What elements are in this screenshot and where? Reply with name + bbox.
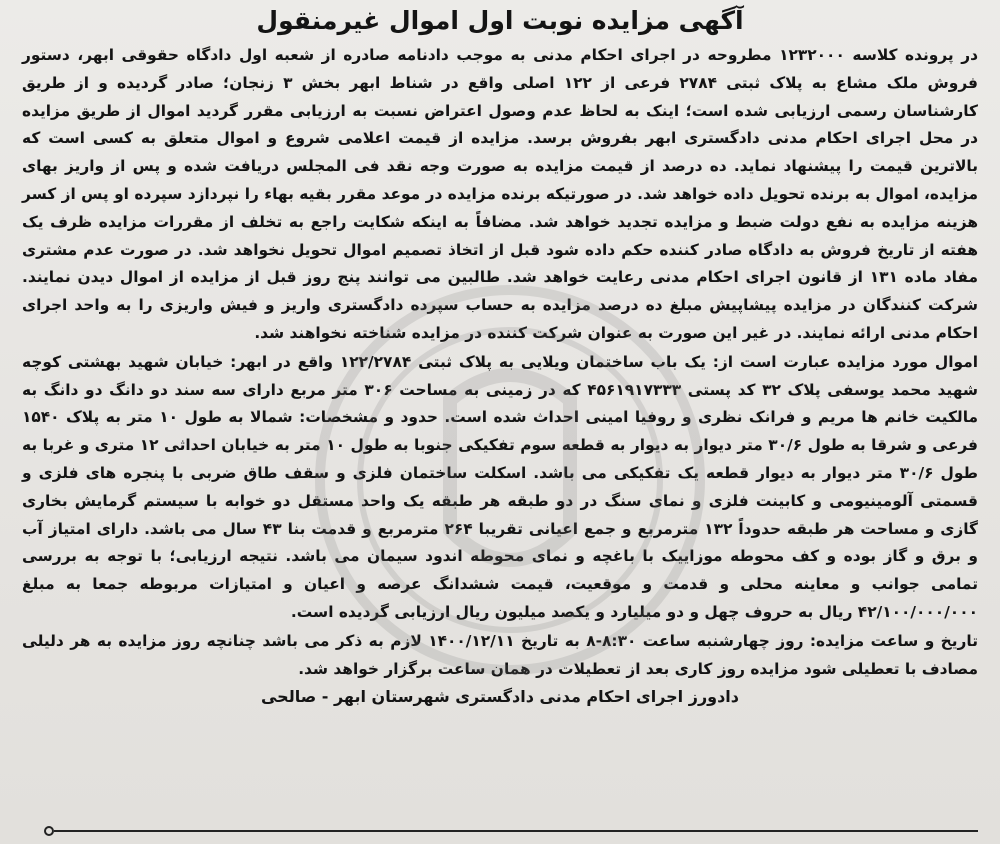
divider-end-ornament xyxy=(44,826,54,836)
property-description-heading: اموال مورد مزایده xyxy=(837,352,978,371)
auction-date-text: روز چهارشنبه ساعت ۸:۳۰-۸ به تاریخ ۱۴۰۰/۱۲/۱۱ لازم به ذکر می باشد چنانچه روز مزایده به هر دلیلی مصادف با تعطیلی شود مزایده روز کاری بعد از تعطیلات در همان ساعت برگزار خواهد شد. xyxy=(22,631,978,678)
auction-date-heading: تاریخ و ساعت مزایده: xyxy=(809,631,978,650)
notice-title: آگهی مزایده نوبت اول اموال غیرمنقول xyxy=(256,6,744,35)
bottom-divider xyxy=(54,830,978,832)
auction-date-paragraph xyxy=(22,628,978,684)
notice-intro-paragraph: در پرونده کلاسه ۱۲۳۲۰۰۰ مطروحه در اجرای احکام مدنی به موجب دادنامه صادره از شعبه اول دادگاه حقوقی ابهر، دستور فروش ملک مشاع به پلاک ثبتی ۲۷۸۴ فرعی از ۱۲۲ اصلی واقع در شناط ابهر بخش ۳ زنجان؛ صادر گردیده و از طریق کارشناسان رسمی ارزیابی شده است؛ اینک به لحاظ عدم وصول اعتراض نسبت به ارزیابی مقرر گردید اموال از طریق مزایده در محل اجرای احکام مدنی دادگستری ابهر بفروش برسد. مزایده از قیمت اعلامی شروع و اموال متعلق به کسی است که بالاترین قیمت را پیشنهاد نماید. ده درصد از قیمت مزایده به صورت وجه نقد فی المجلس دریافت شده و پس از واریز بهای مزایده، اموال به برنده تحویل داده خواهد شد. در صورتیکه برنده مزایده در موعد مقرر بقیه بهاء را نپردازد سپرده او پس از کسر هزینه مزایده به نفع دولت ضبط و مزایده تجدید خواهد شد. مضافاً به اینکه شکایت راجع به تخلف از مقررات مزایده ظرف یک هفته از تاریخ فروش به دادگاه صادر کننده حکم داده شود قبل از اتخاذ تصمیم اموال تحویل نخواهد شد. در صورت عدم مشتری مفاد ماده ۱۳۱ از قانون اجرای احکام مدنی رعایت خواهد شد. طالبین می توانند پنج روز قبل از مزایده از اموال دیدن نمایند. شرکت کنندگان در مزایده پیشاپیش مبلغ ده درصد مزایده به حساب سپرده دادگستری واریز و فیش واریزی را به واحد اجرای احکام مدنی ارائه نمایند. در غیر این صورت به عنوان شرکت کننده در مزایده شناخته نخواهند شد. xyxy=(22,46,978,342)
property-description-paragraph xyxy=(22,349,978,627)
property-description-text: عبارت است از: یک باب ساختمان ویلایی به پلاک ثبتی ۱۲۲/۲۷۸۴ واقع در ابهر: خیابان شهید بهشتی کوچه شهید محمد یوسفی پلاک ۳۲ کد پستی ۴۵۶۱۹۱۷۳۳۳ که در زمینی به مساحت ۳۰۶ متر مربع دارای سه سند دو دانگ دو دانگ به مالکیت خانم ها مریم و فرانک نظری و روفیا امینی احداث شده است. حدود و مشخصات: شمالا به طول ۱۰ متر به پلاک ۱۵۴۰ فرعی و شرقا به طول ۳۰/۶ متر دیوار به دیوار به قطعه سوم تفکیکی جنوبا به طول ۱۰ متر به خیابان احداثی ۱۲ متری و غربا به طول ۳۰/۶ متر دیوار به دیوار قطعه یک تفکیکی می باشد. اسکلت ساختمان فلزی و سقف طاق ضربی با پنجره های فلزی و قسمتی آلومینیومی و کابینت فلزی و نمای سنگ در دو طبقه هر طبقه یک واحد مستقل دو خوابه با سیستم گرمایش بخاری گازی و مساحت هر طبقه حدوداً ۱۳۲ مترمربع و جمع اعیانی تقریبا ۲۶۴ مترمربع و قدمت بنا ۴۳ سال می باشد. دارای امتیاز آب و برق و گاز بوده و کف محوطه موزاییک با باغچه و نمای محوطه اندود سیمان می باشد. نتیجه ارزیابی؛ با توجه به بررسی تمامی جوانب و معاینه محلی و قدمت و موقعیت، قیمت ششدانگ عرصه و اعیان و امتیازات مربوطه جمعا به مبلغ ۴۲/۱۰۰/۰۰۰/۰۰۰ ریال به حروف چهل و دو میلیارد و یکصد میلیون ریال ارزیابی گردیده است. xyxy=(22,352,979,621)
signature-line: دادورز اجرای احکام مدنی دادگستری شهرستان ابهر - صالحی xyxy=(260,687,739,707)
